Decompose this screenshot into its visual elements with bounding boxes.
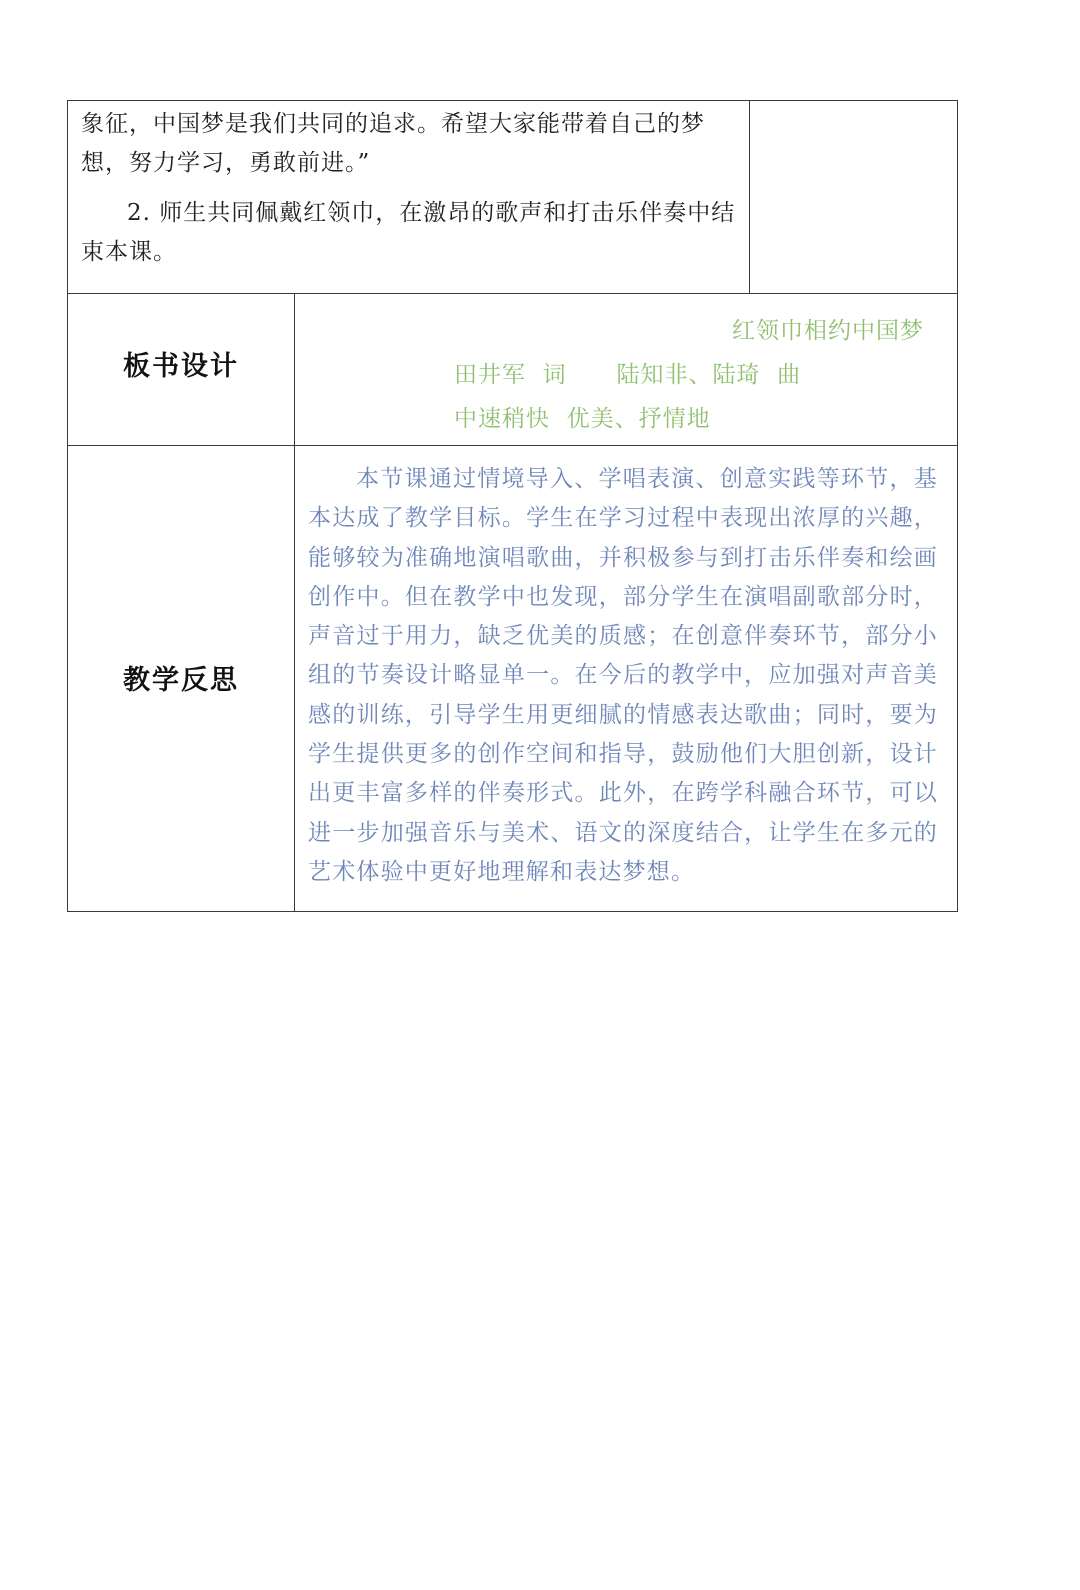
column-divider bbox=[749, 101, 750, 293]
table-row-reflection bbox=[68, 445, 957, 911]
closing-paragraph-2: 2. 师生共同佩戴红领巾，在激昂的歌声和打击乐伴奏中结束本课。 bbox=[81, 200, 736, 265]
board-design-label: 板书设计 bbox=[123, 351, 239, 382]
song-title: 红领巾相约中国梦 bbox=[732, 318, 924, 344]
column-divider bbox=[294, 446, 295, 911]
column-divider bbox=[294, 294, 295, 445]
song-credits: 田井军 词 陆知非、陆琦 曲 bbox=[454, 362, 802, 388]
table-row-closing bbox=[68, 101, 957, 293]
reflection-text: 本节课通过情境导入、学唱表演、创意实践等环节，基本达成了教学目标。学生在学习过程中表现出浓厚的兴趣，能够较为准确地演唱歌曲，并积极参与到打击乐伴奏和绘画创作中。但在教学中也发现，部分学生在演唱副歌部分时，声音过于用力，缺乏优美的质感；在创意伴奏环节，部分小组的节奏设计略显单一。在今后的教学中，应加强对声音美感的训练，引导学生用更细腻的情感表达歌曲；同时，要为学生提供更多的创作空间和指导，鼓励他们大胆创新，设计出更丰富多样的伴奏形式。此外，在跨学科融合环节，可以进一步加强音乐与美术、语文的深度结合，让学生在多元的艺术体验中更好地理解和表达梦想。 bbox=[308, 466, 938, 885]
song-tempo: 中速稍快 优美、抒情地 bbox=[454, 406, 711, 432]
table-row-board-design bbox=[68, 293, 957, 445]
closing-paragraph-1: 象征，中国梦是我们共同的追求。希望大家能带着自己的梦想，努力学习，勇敢前进。” bbox=[81, 111, 705, 176]
closing-activity-cell bbox=[81, 105, 741, 272]
lesson-plan-table bbox=[67, 100, 958, 912]
reflection-label: 教学反思 bbox=[123, 665, 239, 696]
board-design-content bbox=[296, 294, 956, 445]
